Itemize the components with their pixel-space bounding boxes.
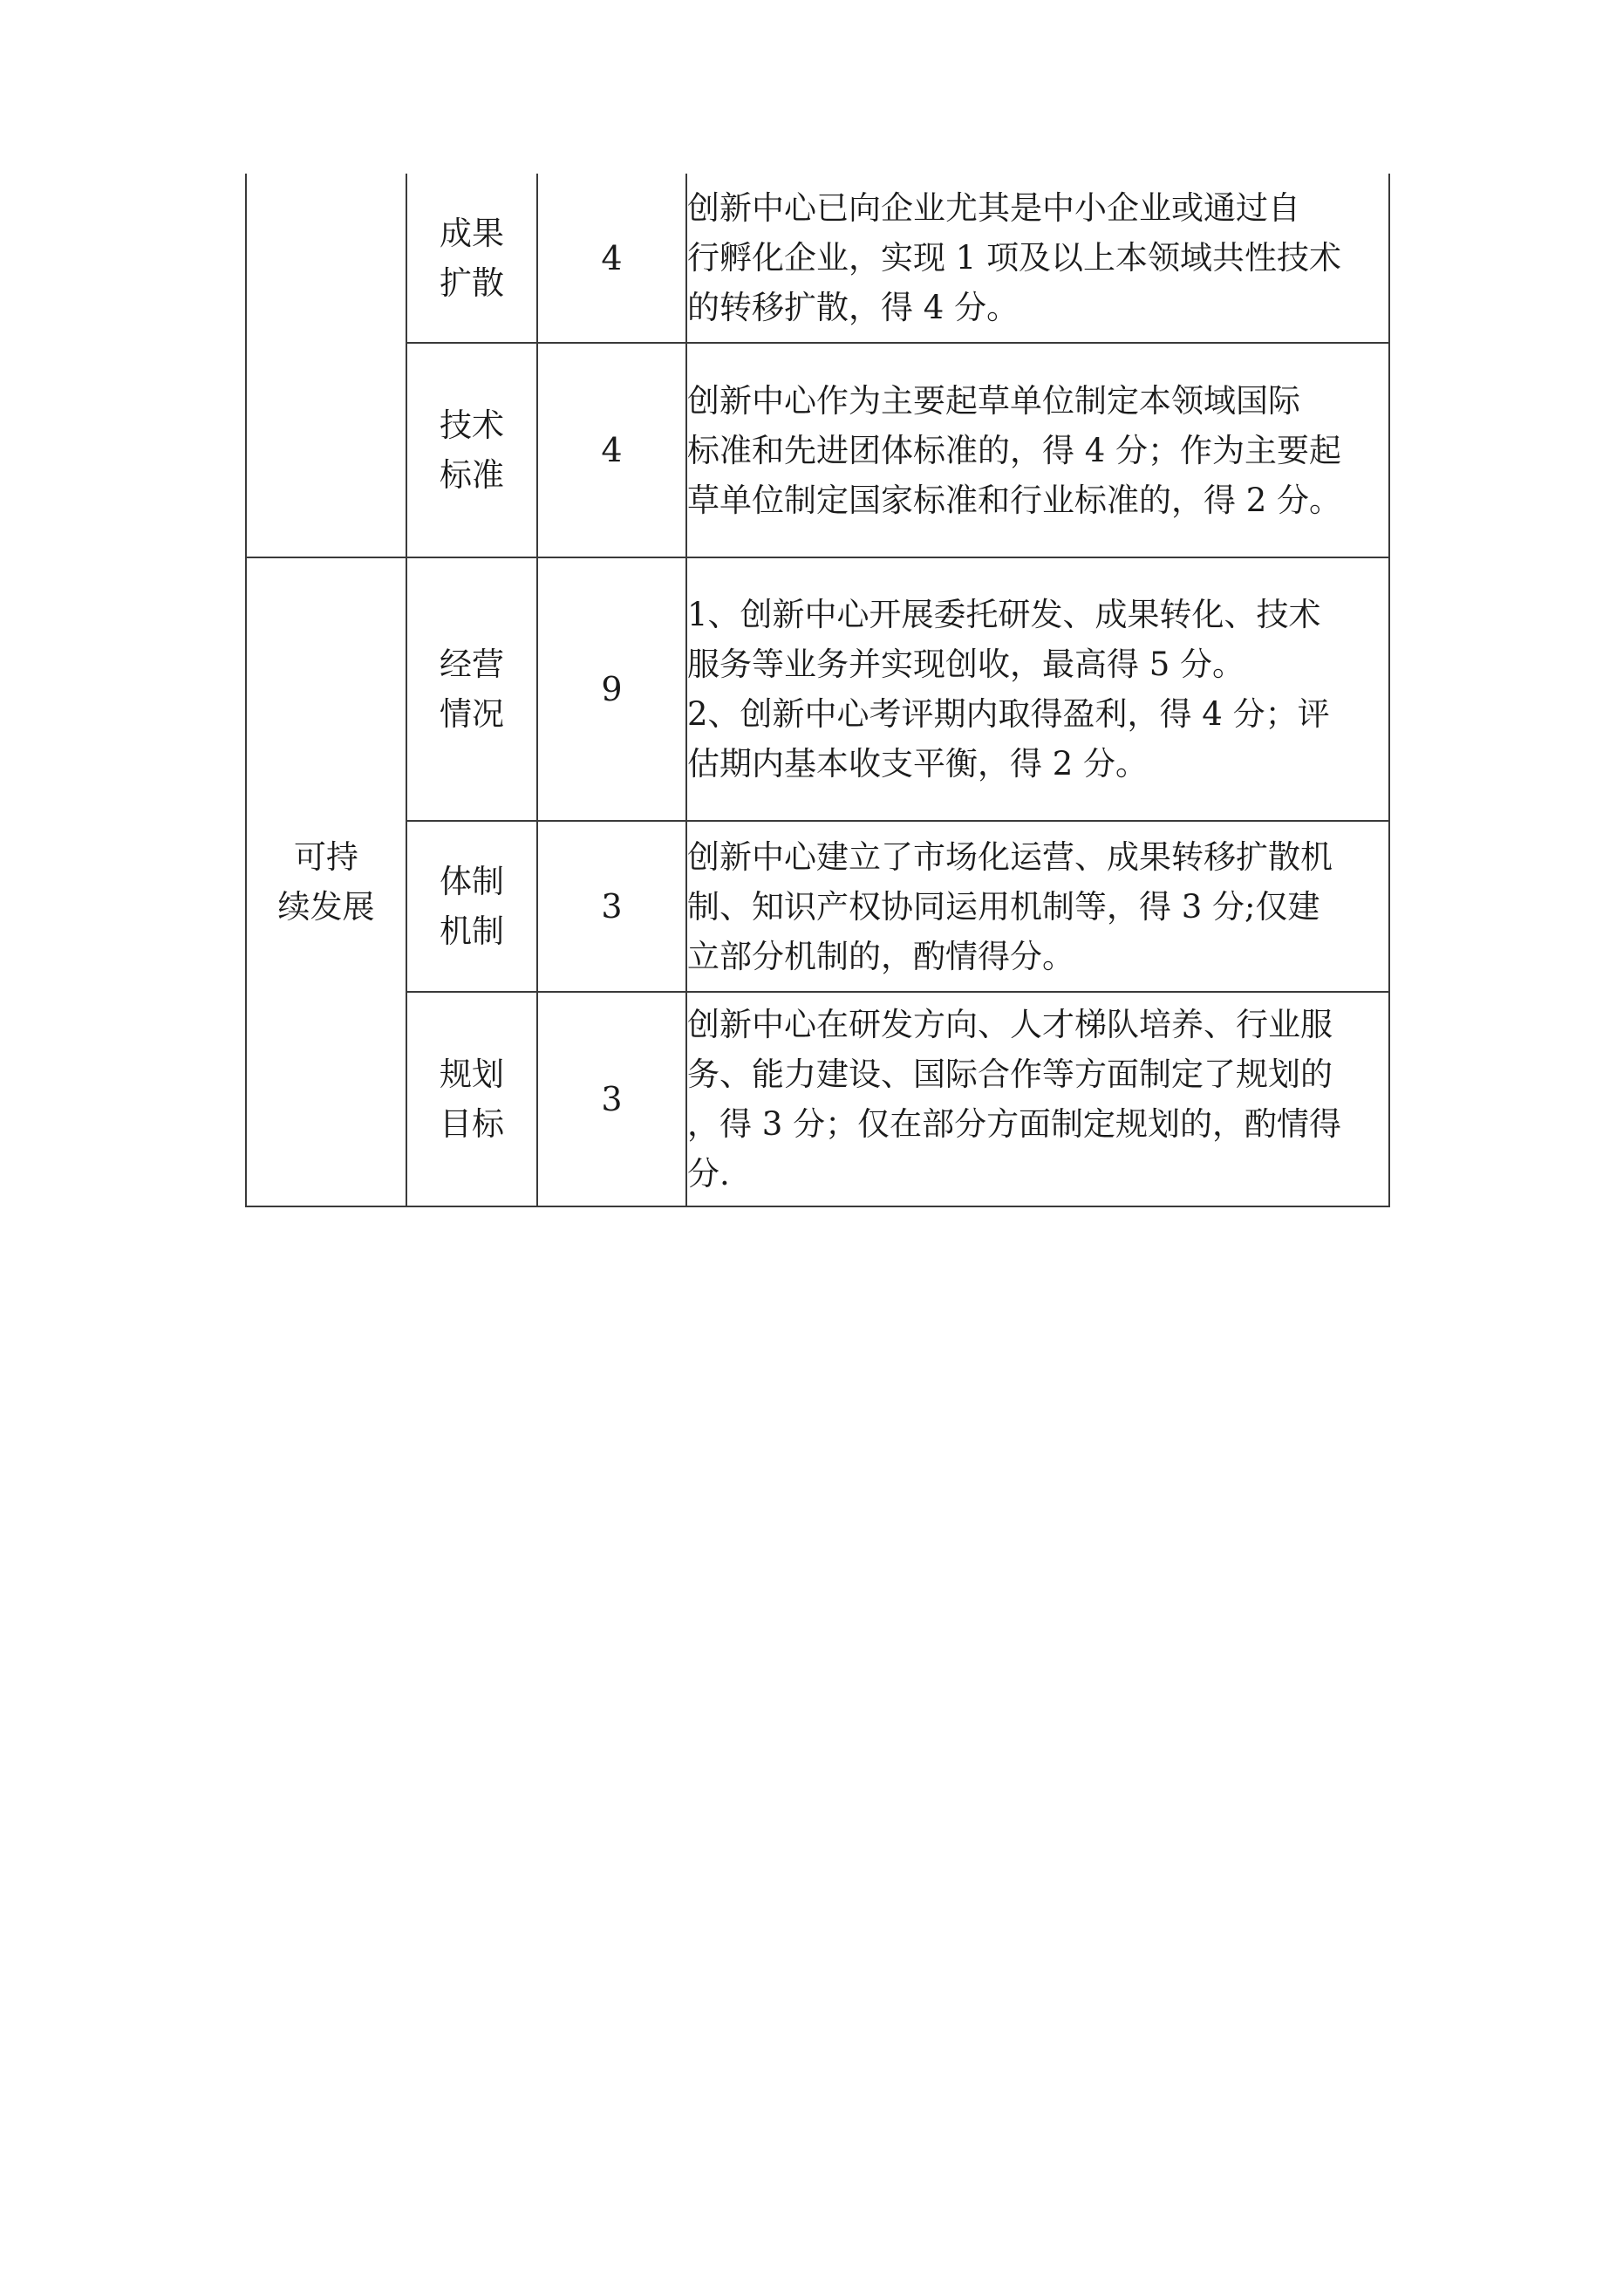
item-label-line: 成果 [440,214,504,252]
item-label-line: 情况 [440,695,504,733]
criteria-line: 2、创新中心考评期内取得盈利，得 4 分；评 [687,695,1330,733]
table-row [246,821,1389,992]
item-cell [406,557,537,821]
item-label-line: 扩散 [440,263,504,302]
item-cell [406,174,537,343]
criteria-line: 立部分机制的，酌情得分。 [687,937,1074,975]
criteria-line: 1、创新中心开展委托研发、成果转化、技术 [687,596,1321,633]
criteria-line: 创新中心在研发方向、人才梯队培养、行业服 [687,1006,1333,1043]
criteria-line: 服务等业务并实现创收，最高得 5 分。 [687,646,1245,683]
evaluation-table [245,174,1390,1207]
item-label-line: 标准 [440,456,504,494]
item-label-line: 目标 [440,1105,504,1143]
item-label-line: 规划 [440,1056,504,1093]
criteria-line: 标准和先进团体标准的，得 4 分；作为主要起 [687,431,1342,469]
item-label-line: 技术 [440,407,504,444]
score-cell: 3 [537,821,686,992]
item-cell [406,343,537,557]
item-label-line: 体制 [440,863,504,900]
criteria-line: 创新中心已向企业尤其是中小企业或通过自 [687,189,1300,227]
table-row [246,557,1389,821]
criteria-line: 务、能力建设、国际合作等方面制定了规划的 [687,1056,1333,1093]
category-cell [246,557,406,1206]
criteria-line: 的转移扩散，得 4 分。 [687,289,1019,326]
category-label-line: 可持 [294,838,358,876]
item-cell [406,992,537,1206]
criteria-line: ，得 3 分；仅在部分方面制定规划的，酌情得 [687,1105,1342,1143]
criteria-line: 估期内基本收支平衡，得 2 分。 [687,745,1149,782]
table-row [246,174,1389,343]
criteria-cell [686,992,1389,1206]
criteria-line: 行孵化企业，实现 1 项及以上本领域共性技术 [687,239,1342,277]
category-cell-continued [246,174,406,557]
score-cell: 9 [537,557,686,821]
table-row [246,343,1389,557]
criteria-cell [686,557,1389,821]
criteria-line: 分. [687,1155,730,1192]
table-row [246,992,1389,1206]
item-label-line: 机制 [440,912,504,950]
score-cell: 4 [537,343,686,557]
score-cell: 3 [537,992,686,1206]
category-label-line: 续发展 [277,888,375,926]
criteria-line: 创新中心作为主要起草单位制定本领域国际 [687,381,1300,420]
criteria-line: 草单位制定国家标准和行业标准的，得 2 分。 [687,481,1342,519]
score-cell: 4 [537,174,686,343]
item-cell [406,821,537,992]
item-label-line: 经营 [440,646,504,683]
criteria-line: 创新中心建立了市场化运营、成果转移扩散机 [687,837,1333,876]
criteria-cell [686,821,1389,992]
criteria-cell [686,174,1389,343]
criteria-cell [686,343,1389,557]
criteria-line: 制、知识产权协同运用机制等，得 3 分;仅建 [687,887,1320,926]
